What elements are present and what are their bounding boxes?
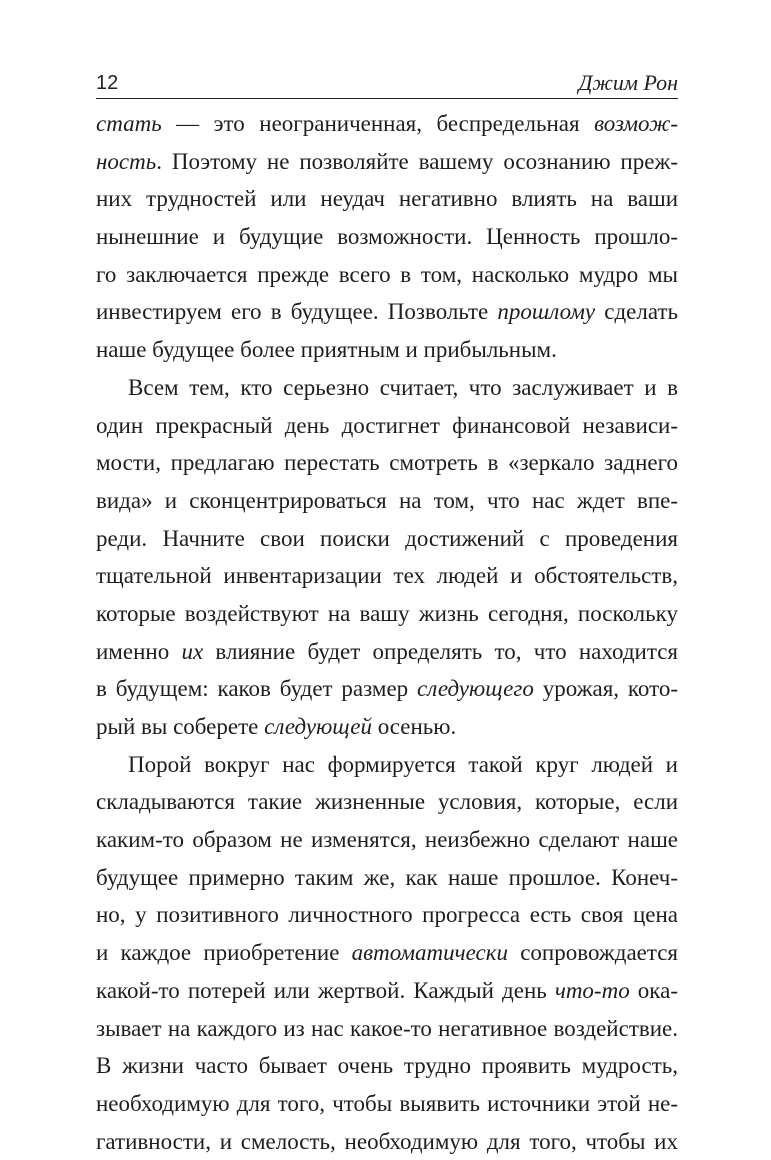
- text-run: складываются такие жизненные условия, которые, если: [96, 789, 678, 815]
- emphasis-text: следующего: [417, 676, 534, 702]
- body-text: [96, 105, 678, 1160]
- text-run: наше будущее более приятным и прибыльным.: [96, 337, 557, 363]
- text-run: вида» и сконцентрироваться на том, что нас ждет впе-: [96, 487, 678, 513]
- text-line: [96, 557, 678, 595]
- text-line: [96, 595, 678, 633]
- text-run: них трудностей или неудач негативно влиять на ваши: [96, 186, 678, 212]
- text-run: осенью.: [371, 714, 457, 739]
- page-header: [96, 68, 678, 99]
- text-line: [96, 331, 678, 369]
- text-line: [96, 821, 678, 859]
- text-run: рый вы соберете: [96, 714, 265, 739]
- text-run: один прекрасный день достигнет финансовой независи-: [96, 412, 678, 438]
- text-line: [96, 670, 678, 708]
- emphasis-text: что-то: [554, 977, 630, 1003]
- text-run: инвестируем его в будущее. Позвольте: [96, 299, 498, 325]
- text-line: [96, 1085, 678, 1123]
- text-line: [96, 143, 678, 181]
- text-line: [96, 293, 678, 331]
- text-run: гативности, и смелость, необходимую для того, чтобы их: [96, 1128, 678, 1154]
- text-line: [96, 633, 678, 671]
- running-head-author: Джим Рон: [578, 70, 678, 95]
- text-run: тщательной инвентаризации тех людей и обстоятельств,: [96, 563, 678, 589]
- text-line: [96, 105, 678, 143]
- text-line: [96, 444, 678, 482]
- text-line: [96, 520, 678, 558]
- emphasis-text: стать: [96, 111, 162, 136]
- text-run: — это неограниченная, беспредельная: [161, 111, 595, 136]
- text-run: сопровождается: [508, 940, 678, 966]
- text-line: [96, 218, 678, 256]
- text-run: какой-то потерей или жертвой. Каждый день: [96, 977, 555, 1003]
- text-line: [96, 972, 678, 1010]
- text-run: сделать: [595, 299, 678, 325]
- text-run: именно: [96, 638, 182, 664]
- text-line: [96, 934, 678, 972]
- text-run: ока-: [629, 977, 678, 1003]
- emphasis-text: прошлому: [497, 299, 596, 325]
- text-run: Всем тем, кто серьезно считает, что заслуживает и в: [128, 374, 678, 400]
- text-run: необходимую для того, чтобы выявить источники этой не-: [96, 1090, 678, 1116]
- text-run: каким-то образом не изменятся, неизбежно сделают наше: [96, 827, 678, 853]
- text-line: [96, 1123, 678, 1160]
- page-number: 12: [96, 72, 119, 94]
- text-line: [96, 1047, 678, 1085]
- text-run: влияние будет определять то, что находится: [203, 638, 678, 664]
- text-run: которые воздействуют на вашу жизнь сегодня, поскольку: [96, 600, 678, 626]
- text-run: нынешние и будущие возможности. Ценность прошло-: [96, 224, 678, 250]
- text-line: [96, 859, 678, 897]
- text-run: и каждое приобретение: [96, 940, 352, 966]
- emphasis-text: ность: [96, 148, 157, 174]
- text-run: урожая, кото-: [533, 676, 679, 702]
- text-line: [96, 783, 678, 821]
- text-line: [96, 369, 678, 407]
- text-line: [96, 180, 678, 218]
- text-run: в будущем: каков будет размер: [96, 676, 418, 702]
- text-line: [96, 896, 678, 934]
- text-line: [96, 746, 678, 784]
- text-line: [96, 708, 678, 746]
- text-line: [96, 256, 678, 294]
- text-line: [96, 1010, 678, 1048]
- emphasis-text: автоматически: [351, 940, 509, 966]
- text-line: [96, 407, 678, 445]
- emphasis-text: следующей: [264, 714, 372, 739]
- text-run: Порой вокруг нас формируется такой круг людей и: [128, 751, 678, 777]
- text-run: зывает на каждого из нас какое-то негативное воздействие.: [96, 1015, 678, 1041]
- emphasis-text: их: [181, 638, 204, 664]
- text-run: го заключается прежде всего в том, насколько мудро мы: [96, 261, 678, 287]
- emphasis-text: возмож-: [594, 111, 678, 136]
- text-run: . Поэтому не позволяйте вашему осознанию преж-: [156, 148, 678, 174]
- text-run: но, у позитивного личностного прогресса есть своя цена: [96, 902, 678, 928]
- text-line: [96, 482, 678, 520]
- text-run: реди. Начните свои поиски достижений с проведения: [96, 525, 678, 551]
- text-run: В жизни часто бывает очень трудно проявить мудрость,: [96, 1053, 678, 1079]
- text-run: будущее примерно таким же, как наше прошлое. Конеч-: [96, 864, 678, 890]
- text-run: мости, предлагаю перестать смотреть в «зеркало заднего: [96, 450, 678, 476]
